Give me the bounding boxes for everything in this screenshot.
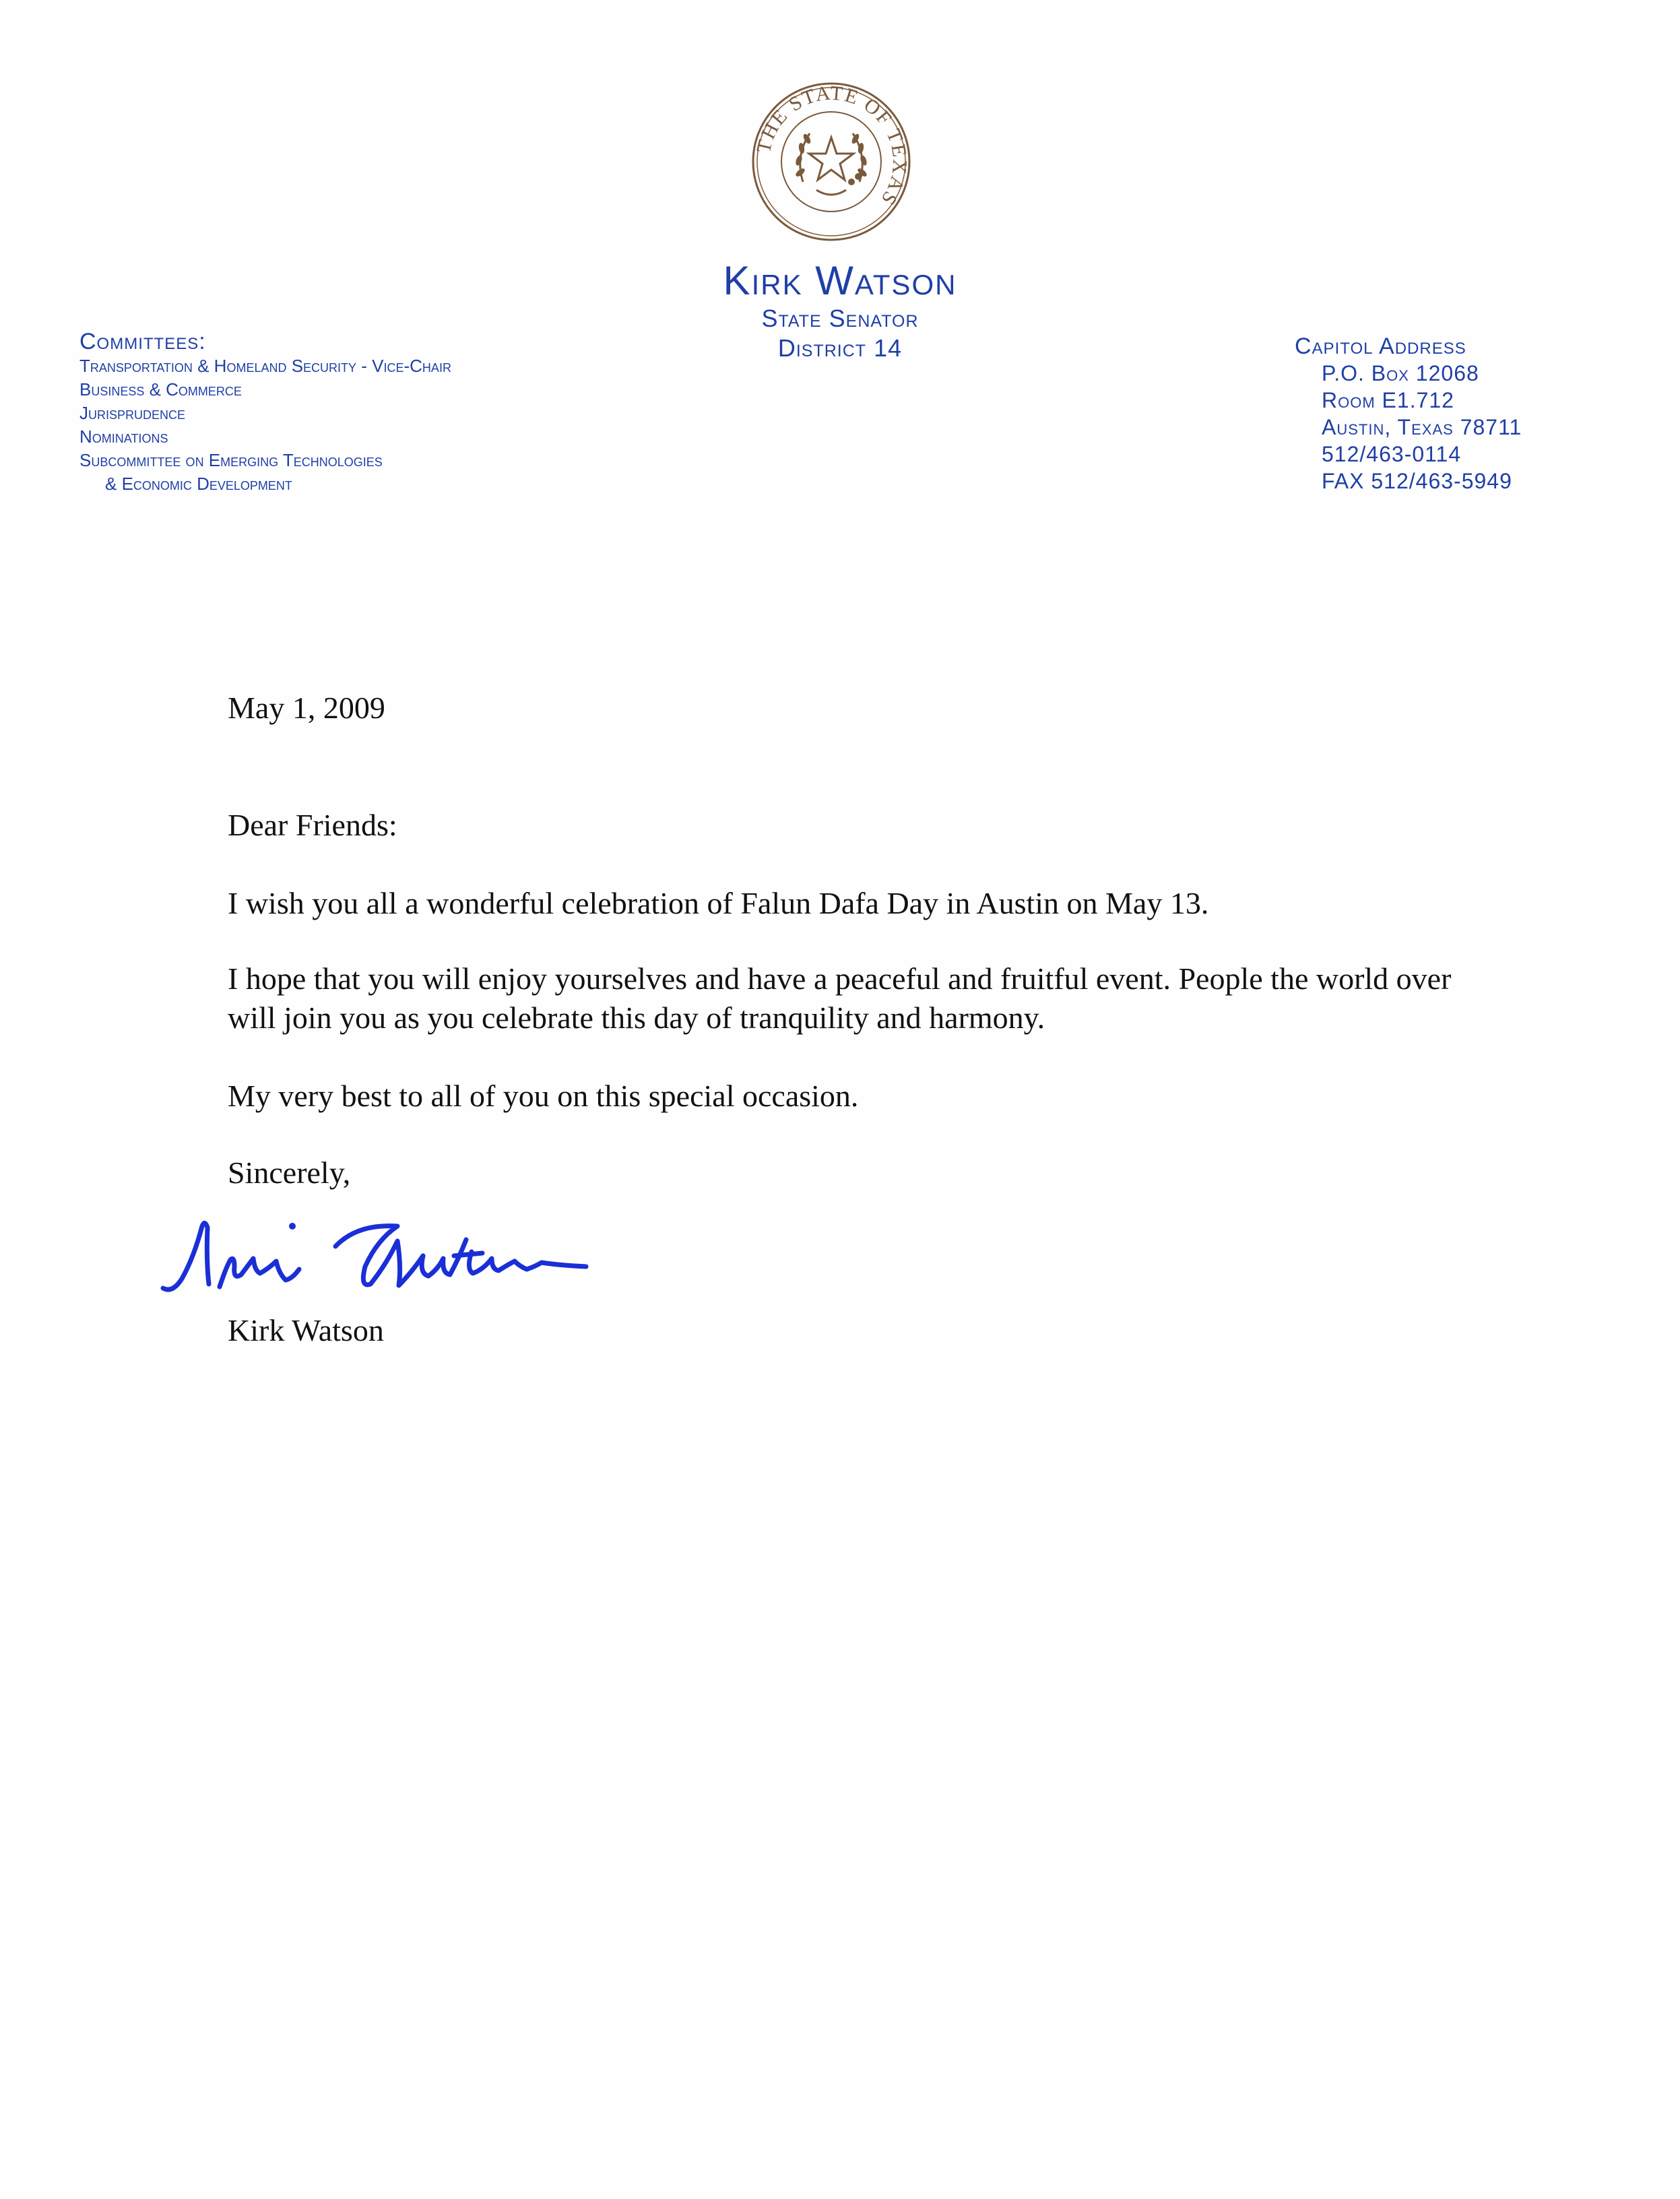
letter-closing: Sincerely, xyxy=(228,1155,351,1190)
committee-item: Transportation & Homeland Security - Vice-Chair xyxy=(79,356,451,376)
letter-paragraph: I wish you all a wonderful celebration of Falun Dafa Day in Austin on May 13. xyxy=(228,886,1209,920)
handwritten-signature xyxy=(155,1199,653,1314)
letter-salutation: Dear Friends: xyxy=(228,808,397,842)
committee-item: Jurisprudence xyxy=(79,403,186,423)
texas-seal-icon xyxy=(750,81,912,243)
committee-item: Subcommittee on Emerging Technologies xyxy=(79,450,383,470)
committee-item: Nominations xyxy=(79,426,168,447)
address-line: Austin, Texas 78711 xyxy=(1322,415,1522,439)
committee-item: & Economic Development xyxy=(105,474,292,494)
committees-heading: Committees: xyxy=(79,329,206,354)
fax-number: FAX 512/463-5949 xyxy=(1322,469,1512,493)
committees-block xyxy=(79,329,686,496)
senator-title: State Senator xyxy=(761,305,919,332)
address-line: P.O. Box 12068 xyxy=(1322,361,1479,385)
letter-paragraph: My very best to all of you on this special occasion. xyxy=(228,1079,859,1113)
address-line: Room E1.712 xyxy=(1322,388,1454,412)
signed-name: Kirk Watson xyxy=(228,1313,384,1347)
phone-number: 512/463-0114 xyxy=(1322,442,1462,466)
address-heading: Capitol Address xyxy=(1295,333,1466,359)
letter-date: May 1, 2009 xyxy=(228,691,385,725)
committee-item: Business & Commerce xyxy=(79,379,242,400)
senator-name: Kirk Watson xyxy=(723,258,957,303)
letter-paragraph: I hope that you will enjoy yourselves and have a peaceful and fruitful event. People the world over will join you as you celebrate this day of tranquility and harmony. xyxy=(228,961,1452,1035)
seal-ring-text: THE STATE OF TEXAS xyxy=(752,82,911,210)
capitol-address-block xyxy=(1295,333,1605,495)
senator-district: District 14 xyxy=(777,334,903,362)
